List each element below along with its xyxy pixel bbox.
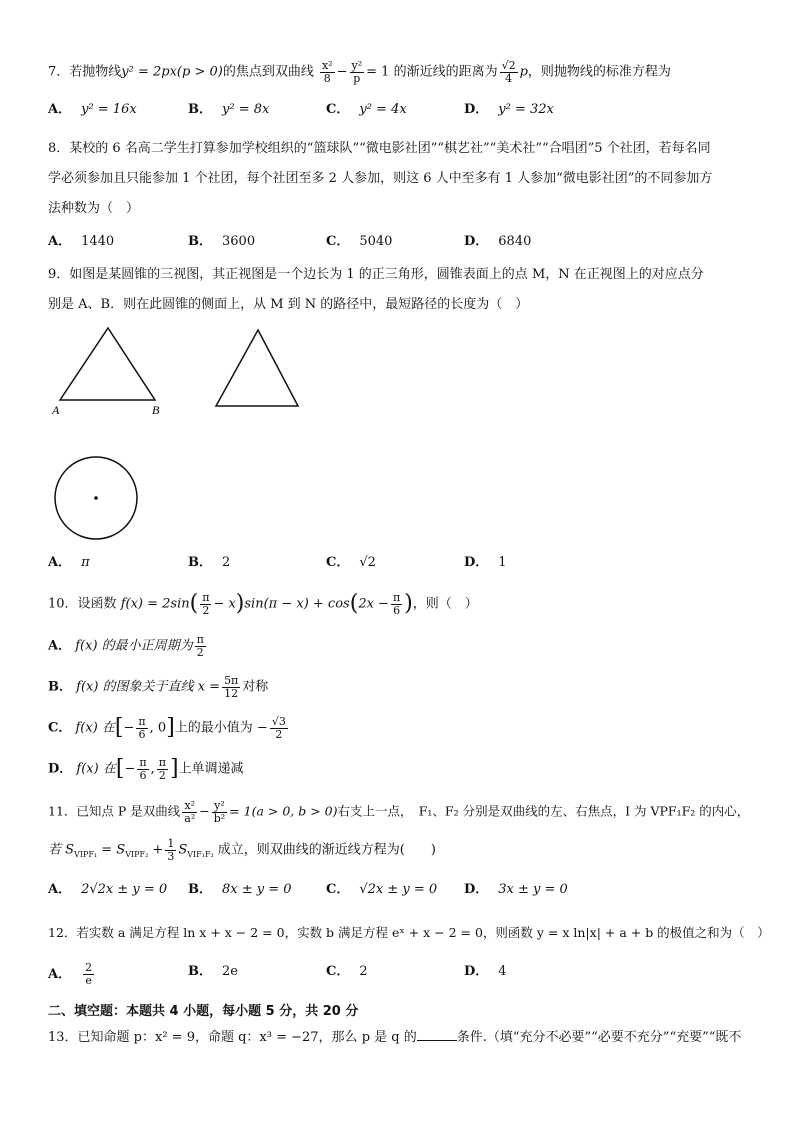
q11-stem: 11．已知点 P 是双曲线 $\frac{\text{x²}}{\text{a²}}$ − $\frac{\text{y²}}{\text{b²}}$ = 1(a > 0, b > 0)右支上一点， F₁、F₂ 分别是双曲线的左、右焦点，I 为 VPF₁F₂ 的内心， — [48, 799, 750, 825]
option-a[interactable]: A． π — [48, 555, 90, 570]
q10-option-c[interactable]: C． f(x) 在[− $\frac{\pi}{6}$ , 0]上的最小值为 − $\frac{√3}{2}$ — [48, 715, 286, 741]
q8-line3: 法种数为（ ） — [48, 201, 140, 216]
three-view-diagram — [40, 320, 340, 420]
q13-stem: 13．已知命题 p：x² = 9，命题 q：x³ = −27，那么 p 是 q 的 条件.（填“充分不必要”“必要不充分”“充要”“既不 — [48, 1030, 742, 1045]
label-b: B — [152, 403, 160, 417]
option-b[interactable]: B． y² = 8x — [188, 102, 270, 117]
option-a[interactable]: A． $\frac{2}{e}$ — [48, 961, 93, 987]
front-view-triangle — [60, 328, 155, 400]
q10-option-b[interactable]: B． f(x) 的图象关于直线 x = $\frac{5\pi}{12}$ 对称 — [48, 674, 269, 700]
label-a: A — [52, 403, 60, 417]
q12-stem: 12．若实数 a 满足方程 ln x + x − 2 = 0，实数 b 满足方程 eˣ + x − 2 = 0，则函数 y = x ln|x| + a + b 的极值之和为（ ） — [48, 925, 770, 940]
q8-line2: 学必须参加且只能参加 1 个社团，每个社团至多 2 人参加，则这 6 人中至多有 1 人参加“微电影社团”的不同参加方 — [48, 171, 713, 186]
q9-line2: 别是 A、B．则在此圆锥的侧面上，从 M 到 N 的路径中，最短路径的长度为（ ） — [48, 297, 529, 312]
q7-stem: 7．若抛物线y² = 2px(p > 0)的焦点到双曲线 $\frac{\text{x²}}{8}$ − $\frac{\text{y²}}{p}$ = 1 的渐近线的距离为 $\frac{√2}{4}$ p，则抛物线的标准方程为 — [48, 59, 671, 85]
option-c[interactable]: C． 2 — [326, 964, 368, 979]
q11-line2: 若 $S_{VIPF_1} = S_{VIPF_2}$ + $\frac{1}{3}$ $S_{VIF_1F_2}$ 成立，则双曲线的渐近线方程为( ) — [48, 837, 436, 863]
option-d[interactable]: D． 6840 — [464, 234, 532, 249]
q11-options — [48, 880, 748, 900]
answer-blank[interactable] — [417, 1028, 457, 1041]
q7-options — [48, 100, 748, 120]
top-view — [48, 455, 148, 545]
q12-options — [48, 962, 748, 990]
option-d[interactable]: D． 4 — [464, 964, 507, 979]
q9-line1: 9．如图是某圆锥的三视图，其正视图是一个边长为 1 的正三角形，圆锥表面上的点 M，N 在正视图上的对应点分 — [48, 267, 704, 282]
option-b[interactable]: B． 8x ± y = 0 — [188, 882, 292, 897]
q8-line1: 8．某校的 6 名高二学生打算参加学校组织的“篮球队”“微电影社团”“棋艺社”“美术社”“合唱团”5 个社团，若每名同 — [48, 141, 711, 156]
section-heading: 二、填空题：本题共 4 小题，每小题 5 分，共 20 分 — [48, 1004, 359, 1019]
q8-options — [48, 232, 748, 252]
option-a[interactable]: A． 2√2x ± y = 0 — [48, 882, 168, 897]
option-c[interactable]: C． √2 — [326, 555, 376, 570]
option-d[interactable]: D． 3x ± y = 0 — [464, 882, 568, 897]
q9-options — [48, 553, 748, 573]
option-b[interactable]: B． 2e — [188, 964, 238, 979]
option-b[interactable]: B． 3600 — [188, 234, 256, 249]
side-view-triangle — [216, 330, 298, 406]
option-b[interactable]: B． 2 — [188, 555, 231, 570]
q10-option-d[interactable]: D． f(x) 在[− $\frac{\pi}{6}$ , $\frac{\pi}{2}$ ]上单调递减 — [48, 756, 244, 782]
option-c[interactable]: C． √2x ± y = 0 — [326, 882, 438, 897]
option-c[interactable]: C． 5040 — [326, 234, 393, 249]
option-a[interactable]: A． y² = 16x — [48, 102, 137, 117]
option-a[interactable]: A． 1440 — [48, 234, 115, 249]
q10-stem: 10．设函数 f(x) = 2sin( $\frac{\pi}{2}$ − x)sin(π − x) + cos(2x − $\frac{\pi}{6}$ )，则（ ） — [48, 591, 478, 617]
option-d[interactable]: D． y² = 32x — [464, 102, 554, 117]
center-dot — [94, 496, 98, 500]
option-d[interactable]: D． 1 — [464, 555, 507, 570]
q10-option-a[interactable]: A． f(x) 的最小正周期为 $\frac{\pi}{2}$ — [48, 633, 204, 659]
option-c[interactable]: C． y² = 4x — [326, 102, 407, 117]
